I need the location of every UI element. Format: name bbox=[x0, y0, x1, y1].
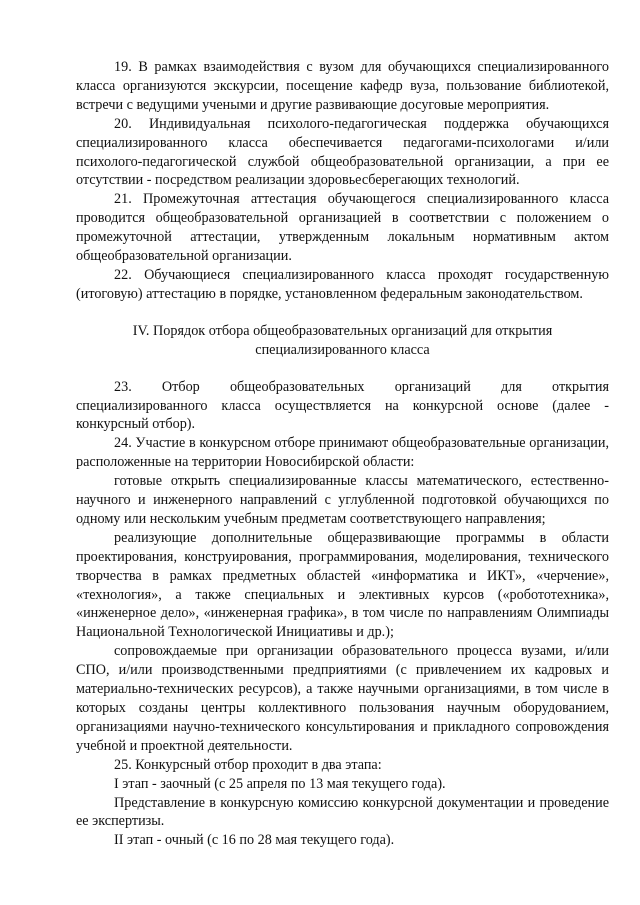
stage-1-line: I этап - заочный (с 25 апреля по 13 мая текущего года). bbox=[114, 775, 446, 792]
section-4-heading-line-2: специализированного класса bbox=[255, 341, 430, 358]
document-page bbox=[76, 58, 609, 850]
paragraph-24-item-ready-to-open: готовые открыть специализированные классы математического, естественно-научного и инженерного направлений с углубленной подготовкой обучающихся по одному или нескольким учебным предметам соответствующего направления; bbox=[76, 473, 609, 527]
paragraph-23: 23. Отбор общеобразовательных организаций для открытия специализированного класса осуществляется на конкурсной основе (далее - конкурсный отбор). bbox=[76, 378, 609, 433]
section-4-heading bbox=[76, 322, 609, 360]
paragraph-20: 20. Индивидуальная психолого-педагогическая поддержка обучающихся специализированного класса обеспечивается педагогами-психологами и/или психолого-педагогической службой общеобразовательной организации, а при ее отсутствии - посредством реализации здоровьесберегающих технологий. bbox=[76, 115, 609, 189]
stage-2-line: II этап - очный (с 16 по 28 мая текущего года). bbox=[114, 832, 395, 849]
paragraph-24-item-implementing: реализующие дополнительные общеразвивающие программы в области проектирования, конструирования, программирования, моделирования, технического творчества в рамках предметных областей «информатика и ИКТ», «черчение», «технология», а также специальных и элективных курсов («робототехника», «инженерное дело», «инженерная графика», в том числе по направлениям Олимпиады Национальной Технологической Инициативы и др.); bbox=[76, 529, 609, 641]
paragraph-25: 25. Конкурсный отбор проходит в два этапа: bbox=[114, 756, 382, 773]
paragraph-22: 22. Обучающиеся специализированного класса проходят государственную (итоговую) аттестацию в порядке, установленном федеральным законодательством. bbox=[76, 266, 609, 302]
section-4-heading-line-1: IV. Порядок отбора общеобразовательных организаций для открытия bbox=[132, 322, 553, 339]
paragraph-21: 21. Промежуточная аттестация обучающегося специализированного класса проводится общеобразовательной организацией в соответствии с положением о промежуточной аттестации, утвержденным локальным нормативным актом общеобразовательной организации. bbox=[76, 191, 609, 265]
paragraph-19: 19. В рамках взаимодействия с вузом для обучающихся специализированного класса организуются экскурсии, посещение кафедр вуза, пользование библиотекой, встречи с ведущими учеными и другие развивающие досуговые мероприятия. bbox=[76, 59, 609, 113]
paragraph-24-item-supported: сопровождаемые при организации образовательного процесса вузами, и/или СПО, и/или производственными предприятиями (с привлечением их кадровых и материально-технических ресурсов), а также научными организациями, в том числе в которых созданы центры коллективного пользования научным оборудованием, организациями научно-технического консультирования и прикладного сопровождения учебной и проектной деятельности. bbox=[76, 643, 609, 754]
stage-1-description: Представление в конкурсную комиссию конкурсной документации и проведение ее экспертизы. bbox=[76, 794, 609, 830]
paragraph-24: 24. Участие в конкурсном отборе принимают общеобразовательные организации, расположенные на территории Новосибирской области: bbox=[76, 435, 609, 471]
